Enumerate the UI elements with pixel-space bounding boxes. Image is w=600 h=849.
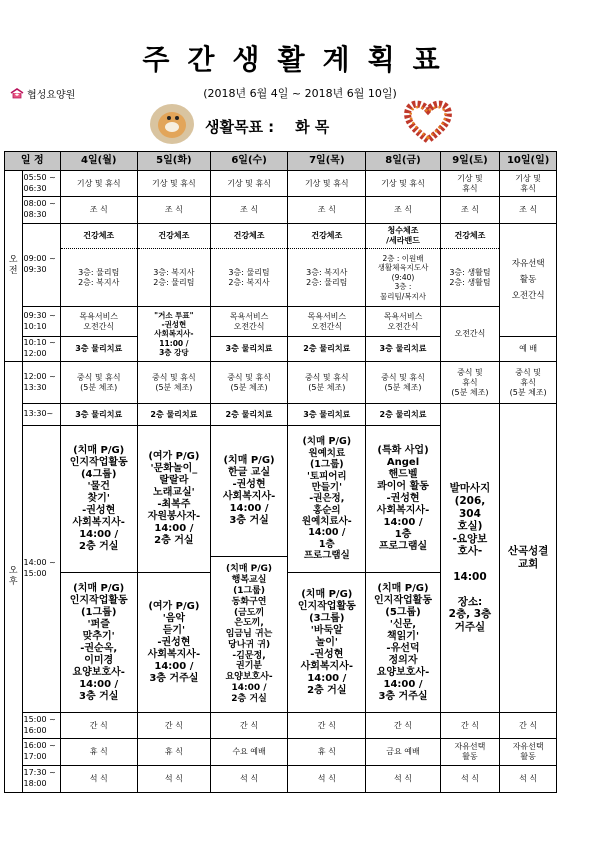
cell-program: (치매 P/G) 한글 교실 -권성현 사회복지사- 14:00 / 3층 거실 xyxy=(211,426,287,557)
cell-physio: 3층 물리치료 xyxy=(366,337,440,362)
cell-worship: 예 배 xyxy=(500,337,557,362)
cell-snack: 간 식 xyxy=(440,713,500,739)
time-cell: 17:30 ~ 18:00 xyxy=(22,766,60,793)
cell-therapy: 2층 : 이원배 생활체육지도사 (9:40) 3층 : 물리팀/복지사 xyxy=(377,254,429,301)
cell-exercise: 건강체조 xyxy=(211,224,287,249)
time-cell: 12:00 ~ 13:30 xyxy=(22,362,60,404)
cell-wednesday-worship: 수요 예배 xyxy=(210,739,287,766)
header-day-mon: 4일(월) xyxy=(60,152,137,171)
cell-exercise: 건강체조 xyxy=(441,224,500,249)
cell-snack-sat: 오전간식 xyxy=(440,307,500,362)
cell-physio: 2층 물리치료 xyxy=(366,404,440,426)
cell-program: (치매 P/G) 원예치료 (1그룹) '토피어리 만들기' -권은정, 홍순의 원예치료사- 14:00 / 1층 프로그램실 xyxy=(288,426,365,573)
cell-breakfast: 조 식 xyxy=(440,197,500,224)
cell-physio: 2층 물리치료 xyxy=(210,404,287,426)
cell-snack: 간 식 xyxy=(500,713,557,739)
institution-label: 협성요양원 xyxy=(27,90,76,101)
cell-bath: 목욕서비스 오전간식 xyxy=(288,307,366,337)
cell-breakfast: 조 식 xyxy=(137,197,210,224)
cell-wake: 기상 및 휴식 xyxy=(137,171,210,197)
cell-rest: 휴 식 xyxy=(137,739,210,766)
cell-snack: 간 식 xyxy=(210,713,287,739)
cell-physio: 3층 물리치료 xyxy=(60,337,137,362)
cell-breakfast: 조 식 xyxy=(288,197,366,224)
cell-dinner: 석 식 xyxy=(288,766,366,793)
cell-absentee-vote: "거소 투표" -권성현 사회복지사- 11:00 / 3층 강당 xyxy=(137,307,210,362)
header-day-fri: 8일(금) xyxy=(366,152,440,171)
date-range: (2018년 6월 4일 ~ 2018년 6월 10일) xyxy=(203,87,397,100)
cell-free-activity: 자유선택 활동 xyxy=(440,739,500,766)
cell-physio: 3층 물리치료 xyxy=(288,404,366,426)
header-day-sat: 9일(토) xyxy=(440,152,500,171)
cell-physio: 2층 물리치료 xyxy=(137,404,210,426)
cell-physio: 2층 물리치료 xyxy=(288,337,366,362)
cell-therapy: 3층: 물리팀 2층: 복지사 xyxy=(78,267,120,287)
cell-program: (치매 P/G) 인지작업활동 (1그룹) '퍼즐 맞추기' -권순옥, 이미경 요양보호사- 14:00 / 3층 거실 xyxy=(69,582,128,702)
cell-dinner: 석 식 xyxy=(137,766,210,793)
cell-friday-worship: 금요 예배 xyxy=(366,739,440,766)
time-cell: 08:00 ~ 08:30 xyxy=(22,197,60,224)
time-cell: 05:50 ~ 06:30 xyxy=(22,171,60,197)
cell-sunday-free: 자유선택 활동 오전간식 xyxy=(500,224,557,337)
section-morning: 오 전 xyxy=(5,171,23,362)
cell-wake: 기상 및 휴식 xyxy=(60,171,137,197)
time-cell: 13:30~ xyxy=(22,404,60,426)
time-cell: 15:00 ~ 16:00 xyxy=(22,713,60,739)
cell-dinner: 석 식 xyxy=(500,766,557,793)
cell-program: (치매 P/G) 인지작업활동 (3그룹) '바둑알 놀이' -권성현 사회복지사- 14:00 / 2층 거실 xyxy=(297,588,356,696)
cell-therapy: 3층: 복지사 2층: 물리팀 xyxy=(306,267,348,287)
time-cell: 09:00 ~ 09:30 xyxy=(22,224,60,307)
header-day-thu: 7일(목) xyxy=(288,152,366,171)
cell-program: (치매 P/G) 행복교실 (1그룹) 동화구연 (금도끼 은도끼, 임금님 귀는 당나귀 귀) -김문정, 권기분 요양보호사- 14:00 / 2층 거실 xyxy=(225,564,273,704)
cell-bath: 목욕서비스 오전간식 xyxy=(60,307,137,337)
cell-lunch: 중식 및 휴식 (5분 체조) xyxy=(137,362,210,404)
cell-free-activity: 자유선택 활동 xyxy=(500,739,557,766)
cell-program: (여가 P/G) '음악 듣기' -권성현 사회복지사- 14:00 / 3층 거주실 xyxy=(147,600,201,684)
cell-snack: 간 식 xyxy=(366,713,440,739)
cell-wake: 기상 및 휴식 xyxy=(366,171,440,197)
cell-therapy: 3층: 생활팀 2층: 생활팀 xyxy=(449,267,491,287)
cell-dinner: 석 식 xyxy=(440,766,500,793)
cell-rest: 휴 식 xyxy=(60,739,137,766)
cell-exercise: 청수체조 /세라밴드 xyxy=(366,224,439,249)
dog-picture xyxy=(150,104,194,144)
cell-dinner: 석 식 xyxy=(60,766,137,793)
schedule-table xyxy=(4,151,557,793)
cell-bath: 목욕서비스 오전간식 xyxy=(210,307,287,337)
cell-wake: 기상 및 휴식 xyxy=(210,171,287,197)
cell-church: 산곡성결 교회 xyxy=(500,404,557,713)
cell-lunch: 중식 및 휴식 (5분 체조) xyxy=(500,362,557,404)
cell-lunch: 중식 및 휴식 (5분 체조) xyxy=(440,362,500,404)
cell-program: (특화 사업) Angel 핸드벨 콰이어 활동 -권성현 사회복지사- 14:00 / 1층 프로그램실 xyxy=(366,426,439,573)
heart-wreath-icon xyxy=(404,98,452,144)
header-schedule: 일 정 xyxy=(5,152,61,171)
cell-exercise: 건강체조 xyxy=(288,224,365,249)
cell-breakfast: 조 식 xyxy=(210,197,287,224)
cell-lunch: 중식 및 휴식 (5분 체조) xyxy=(366,362,440,404)
cell-breakfast: 조 식 xyxy=(366,197,440,224)
cell-breakfast: 조 식 xyxy=(60,197,137,224)
cell-exercise: 건강체조 xyxy=(138,224,210,249)
cell-lunch: 중식 및 휴식 (5분 체조) xyxy=(60,362,137,404)
goal-label: 생활목표 : xyxy=(205,118,275,136)
time-cell: 16:00 ~ 17:00 xyxy=(22,739,60,766)
cell-wake: 기상 및 휴식 xyxy=(440,171,500,197)
cell-snack: 간 식 xyxy=(60,713,137,739)
cell-physio: 3층 물리치료 xyxy=(60,404,137,426)
cell-bath: 목욕서비스 오전간식 xyxy=(366,307,440,337)
page-title: 주간생활계획표 xyxy=(142,43,458,76)
cell-physio: 3층 물리치료 xyxy=(210,337,287,362)
header-day-tue: 5일(화) xyxy=(137,152,210,171)
goal-value: 화 목 xyxy=(295,118,330,136)
cell-exercise: 건강체조 xyxy=(61,224,137,249)
time-cell: 10:10 ~ 12:00 xyxy=(22,337,60,362)
cell-rest: 휴 식 xyxy=(288,739,366,766)
section-afternoon: 오 후 xyxy=(5,362,23,793)
cell-dinner: 석 식 xyxy=(366,766,440,793)
cell-therapy: 3층: 물리팀 2층: 복지사 xyxy=(228,267,270,287)
cell-lunch: 중식 및 휴식 (5분 체조) xyxy=(288,362,366,404)
life-goal xyxy=(205,116,329,137)
cell-program: (여가 P/G) '문화놀이_ 랄랄라 노래교실' -최복주 자원봉사자- 14:00 / 2층 거실 xyxy=(138,426,210,573)
cell-therapy: 3층: 복지사 2층: 물리팀 xyxy=(153,267,195,287)
cell-snack: 간 식 xyxy=(137,713,210,739)
cell-foot-massage: 발마사지 (206, 304 호실) -요양보 호사- 14:00 장소: 2층, 3층 거주실 xyxy=(440,404,500,713)
time-cell: 09:30 ~ 10:10 xyxy=(22,307,60,337)
cell-snack: 간 식 xyxy=(288,713,366,739)
cell-wake: 기상 및 휴식 xyxy=(288,171,366,197)
header-day-sun: 10일(일) xyxy=(500,152,557,171)
cell-dinner: 석 식 xyxy=(210,766,287,793)
header-day-wed: 6일(수) xyxy=(210,152,287,171)
cell-program: (치매 P/G) 인지작업활동 (5그룹) '신문, 책읽기' -유선덕 정의자 요양보호사- 14:00 / 3층 거주실 xyxy=(374,582,432,702)
cell-breakfast: 조 식 xyxy=(500,197,557,224)
cell-wake: 기상 및 휴식 xyxy=(500,171,557,197)
cell-program: (치매 P/G) 인지작업활동 (4그룹) '물건 찾기' -권성현 사회복지사- 14:00 / 2층 거실 xyxy=(61,426,137,573)
cell-lunch: 중식 및 휴식 (5분 체조) xyxy=(210,362,287,404)
time-cell: 14:00 ~ 15:00 xyxy=(22,426,60,713)
